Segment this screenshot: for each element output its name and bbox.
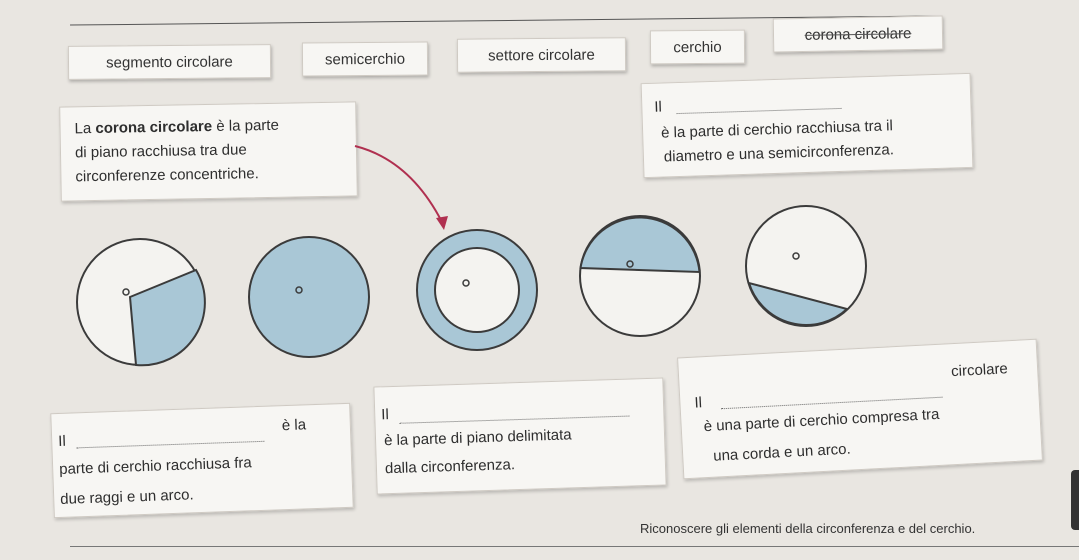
segmento-line-1: è una parte di cerchio compresa tra [703, 405, 940, 436]
figure-cerchio [249, 237, 369, 357]
figure-segmento [746, 206, 866, 326]
semicerchio-line-1: è la parte di cerchio racchiusa tra il [660, 117, 894, 142]
chip-segmento-circolare[interactable]: segmento circolare [68, 44, 271, 80]
cerchio-line-2: dalla circonferenza. [384, 456, 516, 478]
corona-line-2: di piano racchiusa tra due [74, 141, 247, 162]
figure-settore [77, 239, 205, 365]
figure-corona [417, 230, 537, 350]
figure-semicerchio [580, 216, 700, 336]
arrow-head-icon [436, 216, 448, 230]
footer-caption: Riconoscere gli elementi della circonferenza e del cerchio. [640, 521, 976, 536]
segmento-suffix: circolare [950, 360, 1009, 381]
segmento-article: Il [694, 394, 703, 412]
semicerchio-line-2: diametro e una semicirconferenza. [663, 141, 895, 166]
arrow-to-corona [355, 146, 442, 222]
page-edge-tab [1071, 470, 1079, 530]
chip-corona-circolare[interactable]: corona circolare [773, 16, 944, 53]
segmento-line-2: una corda e un arco. [712, 440, 852, 465]
footer-rule [70, 546, 1079, 547]
cerchio-line-1: è la parte di piano delimitata [383, 426, 572, 450]
chip-settore-circolare[interactable]: settore circolare [457, 37, 626, 72]
semicerchio-article: Il [654, 98, 663, 116]
chip-semicerchio[interactable]: semicerchio [302, 41, 428, 76]
settore-line-3: due raggi e un arco. [59, 486, 194, 508]
corona-line-1: La corona circolare è la parte [74, 116, 279, 138]
settore-article: Il [57, 432, 67, 451]
settore-line-2: parte di cerchio racchiusa fra [58, 454, 252, 478]
settore-suffix: è la [281, 416, 307, 435]
chip-cerchio[interactable]: cerchio [650, 30, 745, 65]
cerchio-article: Il [381, 406, 390, 424]
corona-line-3: circonferenze concentriche. [75, 165, 259, 186]
